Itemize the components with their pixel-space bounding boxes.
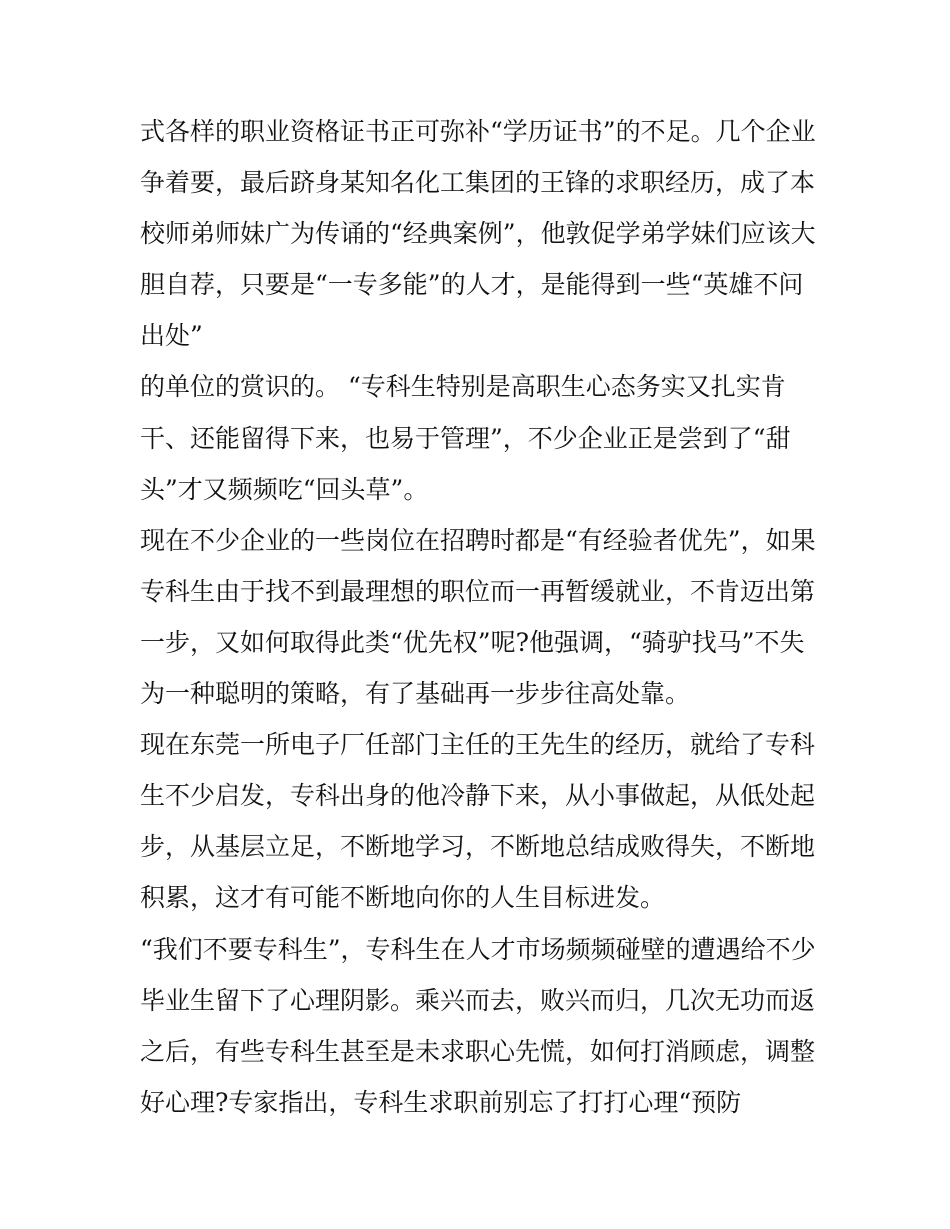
text-line: 式各样的职业资格证书正可弥补“学历证书”的不足。几个企业 — [140, 117, 816, 146]
text-line: 胆自荐，只要是“一专多能”的人才，是能得到一些“英雄不问 — [140, 270, 804, 300]
text-line: 步，从基层立足，不断地学习，不断地总结成败得失，不断地 — [140, 832, 816, 862]
text-line: 干、还能留得下来，也易于管理”，不少企业正是尝到了“甜 — [140, 423, 791, 453]
text-line: 毕业生留下了心理阴影。乘兴而去，败兴而归，几次无功而返 — [140, 985, 816, 1015]
text-line: 专科生由于找不到最理想的职位而一再暂缓就业，不肯迈出第 — [140, 576, 816, 606]
text-line: 的单位的赏识的。 “专科生特别是高职生心态务实又扎实肯 — [140, 372, 786, 402]
text-line: 一步，又如何取得此类“优先权”呢?他强调，“骑驴找马”不失 — [140, 627, 805, 657]
text-line: 头”才又频频吃“回头草”。 — [140, 474, 429, 504]
text-line: 出处” — [140, 321, 203, 351]
text-line: 之后，有些专科生甚至是未求职心先慌，如何打消顾虑，调整 — [140, 1036, 816, 1066]
text-line: 争着要，最后跻身某知名化工集团的王锋的求职经历，成了本 — [140, 168, 816, 198]
text-line: 生不少启发，专科出身的他冷静下来，从小事做起，从低处起 — [140, 781, 816, 811]
text-line: 校师弟师妹广为传诵的“经典案例”，他敦促学弟学妹们应该大 — [140, 219, 816, 249]
text-line: 积累，这才有可能不断地向你的人生目标进发。 — [140, 883, 666, 913]
body-text — [140, 106, 820, 1128]
text-line: 现在不少企业的一些岗位在招聘时都是“有经验者优先”，如果 — [140, 525, 816, 555]
text-line: 现在东莞一所电子厂任部门主任的王先生的经历，就给了专科 — [140, 730, 816, 760]
text-line: “我们不要专科生”，专科生在人才市场频频碰壁的遭遇给不少 — [140, 934, 816, 964]
text-line: 好心理?专家指出，专科生求职前别忘了打打心理“预防 — [140, 1087, 742, 1117]
text-line: 为一种聪明的策略，有了基础再一步步往高处靠。 — [140, 679, 691, 709]
